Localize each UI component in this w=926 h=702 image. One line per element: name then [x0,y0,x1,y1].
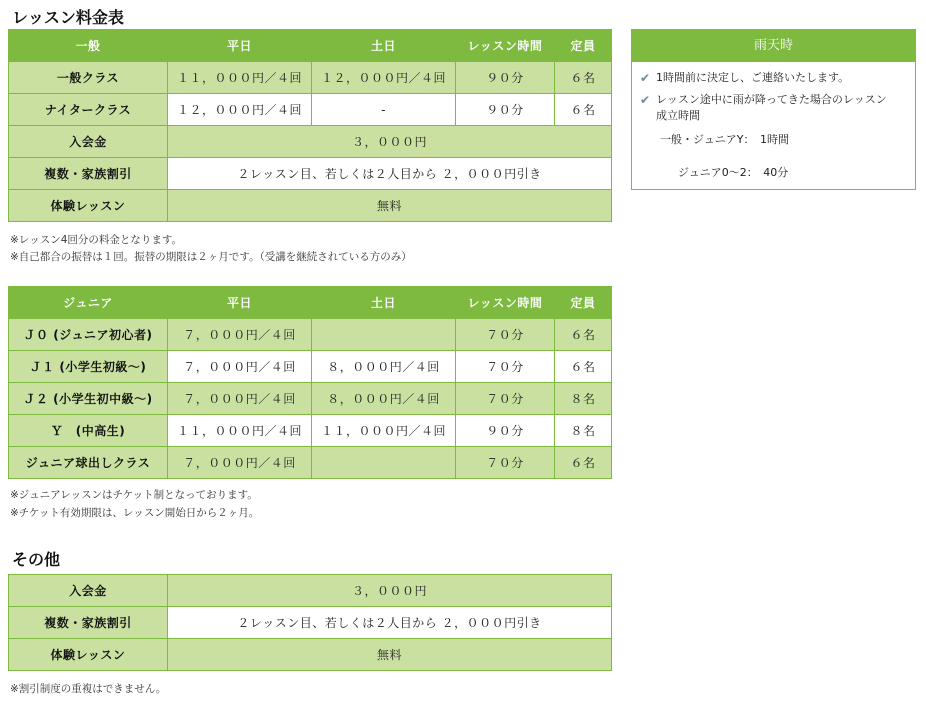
row-label: ジュニア球出しクラス [9,447,168,479]
header-cell: 一般 [9,30,168,62]
junior-note: ※ジュニアレッスンはチケット制となっております。 [10,489,258,501]
cell: １１，０００円／４回 [168,62,312,94]
row-label: 一般クラス [9,62,168,94]
table-row [9,383,612,415]
cell: ６名 [555,94,612,126]
cell: ８，０００円／４回 [312,383,456,415]
cell: 無料 [168,190,612,222]
cell: １１，０００円／４回 [168,415,312,447]
cell: ７０分 [456,447,555,479]
row-label: Ｊ０ (ジュニア初心者) [9,319,168,351]
cell: ６名 [555,447,612,479]
header-cell: 土日 [312,287,456,319]
rain-sub-general: 一般・ジュニアY： 1時間 [660,133,789,146]
header-cell: 定員 [555,287,612,319]
rain-item-text: 成立時間 [656,109,700,122]
cell: ７０分 [456,383,555,415]
table-row [9,607,612,639]
cell: ８名 [555,383,612,415]
header-cell: 平日 [168,30,312,62]
cell: ７，０００円／４回 [168,383,312,415]
junior-lesson-table [8,286,612,479]
header-cell: レッスン時間 [456,30,555,62]
table-row [9,447,612,479]
table-row [9,126,612,158]
header-cell: ジュニア [9,287,168,319]
cell: ２レッスン目、若しくは２人目から ２，０００円引き [168,158,612,190]
row-label: Ｙ (中高生) [9,415,168,447]
table-row [9,94,612,126]
lesson-note: ※レッスン4回分の料金となります。 [10,234,183,246]
header-cell: レッスン時間 [456,287,555,319]
cell: ９０分 [456,62,555,94]
cell: ８名 [555,415,612,447]
cell: １１，０００円／４回 [312,415,456,447]
cell: ２レッスン目、若しくは２人目から ２，０００円引き [168,607,612,639]
cell: ６名 [555,62,612,94]
cell [312,319,456,351]
row-label: ナイタークラス [9,94,168,126]
table-row [9,62,612,94]
lesson-fee-heading: レッスン料金表 [12,8,124,27]
table-row [9,415,612,447]
rain-policy-title: 雨天時 [632,30,915,62]
header-cell: 土日 [312,30,456,62]
table-row [9,639,612,671]
checkmark-icon: ✔ [640,71,651,85]
general-lesson-table [8,29,612,222]
cell: ７０分 [456,351,555,383]
cell: １２，０００円／４回 [168,94,312,126]
row-label: 複数・家族割引 [9,158,168,190]
cell: ６名 [555,319,612,351]
cell: - [312,94,456,126]
other-table [8,574,612,671]
cell: ９０分 [456,94,555,126]
table-row [9,351,612,383]
table-row [9,319,612,351]
cell: ７，０００円／４回 [168,447,312,479]
row-label: Ｊ１ (小学生初級〜) [9,351,168,383]
table-header [9,287,612,319]
header-cell: 平日 [168,287,312,319]
cell: ９０分 [456,415,555,447]
cell: ８，０００円／４回 [312,351,456,383]
cell [312,447,456,479]
checkmark-icon: ✔ [640,93,651,107]
junior-note: ※チケット有効期限は、レッスン開始日から２ヶ月。 [10,507,260,519]
cell: １２，０００円／４回 [312,62,456,94]
rain-item-text: レッスン途中に雨が降ってきた場合のレッスン [656,93,887,106]
rain-item-text-wrap [656,92,887,124]
header-cell: 定員 [555,30,612,62]
rain-policy-box [631,29,916,190]
table-row [9,190,612,222]
table-row [9,158,612,190]
rain-item [640,70,907,86]
table-row [9,575,612,607]
other-note: ※割引制度の重複はできません。 [10,683,167,695]
rain-item [640,92,907,124]
row-label: 体験レッスン [9,639,168,671]
rain-sub-junior: ジュニア0〜2： 40分 [678,166,789,179]
cell: ７，０００円／４回 [168,351,312,383]
row-label: 入会金 [9,575,168,607]
cell: ７，０００円／４回 [168,319,312,351]
other-heading: その他 [12,550,61,569]
row-label: Ｊ２ (小学生初中級〜) [9,383,168,415]
row-label: 複数・家族割引 [9,607,168,639]
table-header [9,30,612,62]
cell: ３，０００円 [168,575,612,607]
row-label: 入会金 [9,126,168,158]
cell: ６名 [555,351,612,383]
cell: 無料 [168,639,612,671]
cell: ３，０００円 [168,126,612,158]
row-label: 体験レッスン [9,190,168,222]
rain-item-text: 1時間前に決定し、ご連絡いたします。 [656,71,850,84]
lesson-note: ※自己都合の振替は１回。振替の期限は２ヶ月です。（受講を継続されている方のみ） [10,251,412,263]
cell: ７０分 [456,319,555,351]
